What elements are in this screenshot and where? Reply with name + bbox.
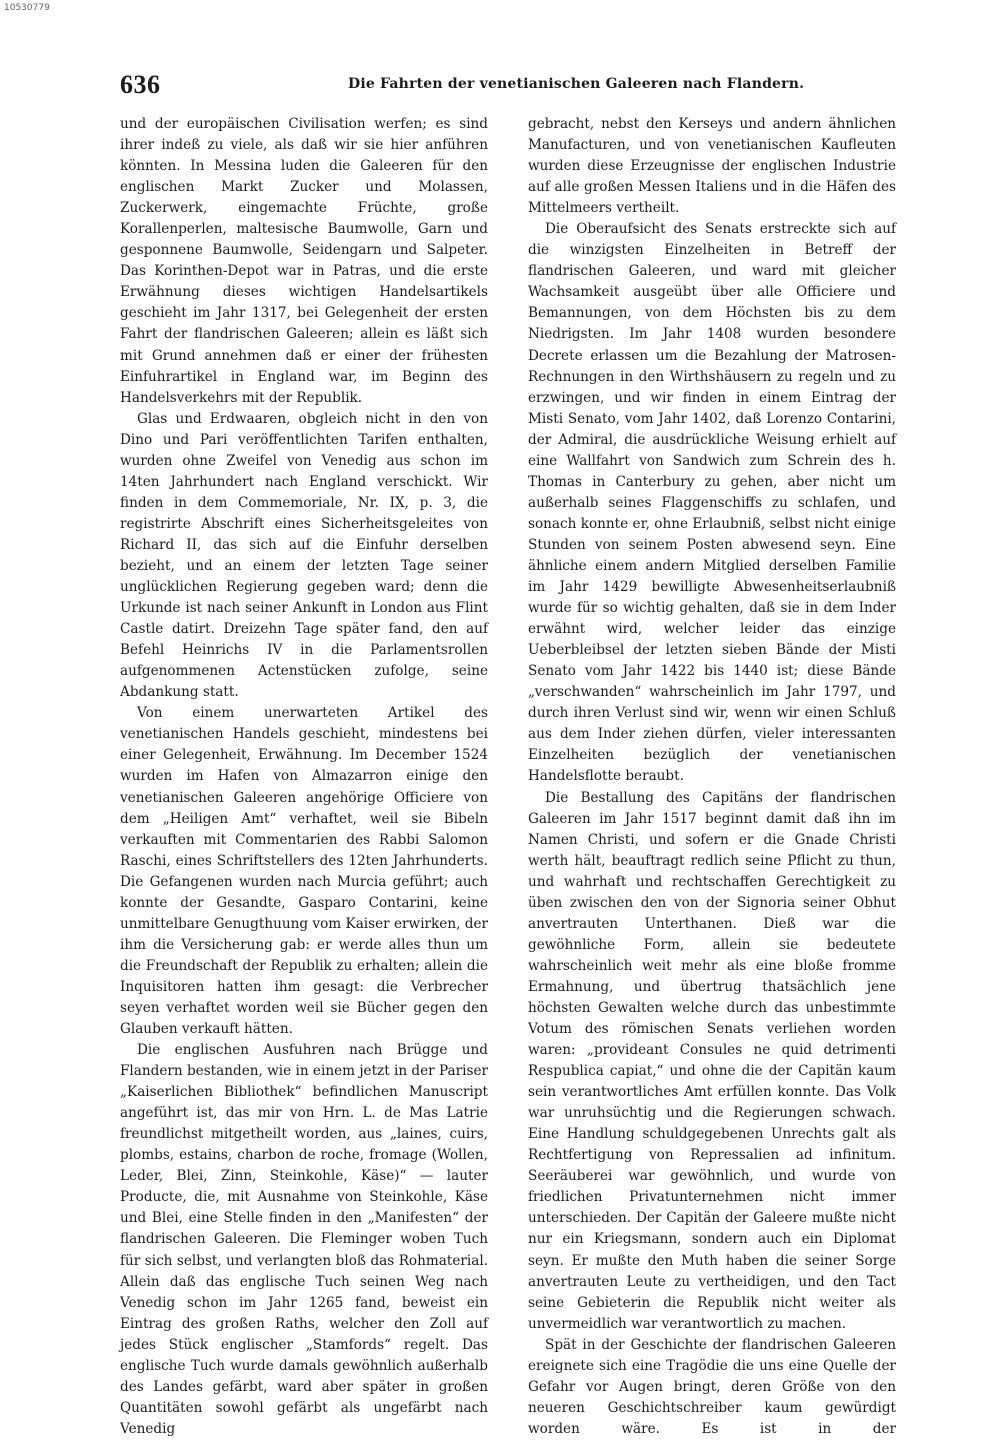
paragraph: Die englischen Ausfuhren nach Brügge und Flandern bestanden, wie in einem jetzt in der Pariser „Kaiserlichen Bibliothek“ befindlichen Manuscript angeführt ist, das mir von Hrn. L. de Mas Latrie freundlichst mitgetheilt worden, aus „laines, cuirs, plombs, estains, charbon de roche, fromage (Wollen, Leder, Blei, Zinn, Steinkohle, Käse)“ — lauter Producte, die, mit Ausnahme von Steinkohle, Käse und Blei, eine Stelle finden in den „Manifesten“ der flandrischen Galeeren. Die Fleminger woben Tuch für sich selbst, und verlangten bloß das Rohmaterial. Allein daß das englische Tuch seinen Weg nach Venedig schon im Jahr 1265 fand, beweist ein Eintrag des großen Raths, welcher den Zoll auf jedes Stück englischer „Stamfords“ regelt. Das englische Tuch wurde damals gewöhnlich außerhalb des Landes gefärbt, ward aber später in großen Quantitäten sowohl gefärbt als ungefärbt nach Venedig xyxy=(120,1042,488,1437)
paragraph: Glas und Erdwaaren, obgleich nicht in den von Dino und Pari veröffentlichten Tarifen enthalten, wurden ohne Zweifel von Venedig aus schon im 14ten Jahrhundert nach England verschickt. Wir finden in dem Commemoriale, Nr. IX, p. 3, die registrirte Abschrift eines Sicherheitsgeleites von Richard II, das sich auf die Einfuhr derselben bezieht, und an einem der letzten Tage seiner unglücklichen Regierung gegeben ward; denn die Urkunde ist nach seiner Ankunft in London aus Flint Castle datirt. Dreizehn Tage später fand, den auf Befehl Heinrichs IV in die Parlamentsrollen aufgenommenen Actenstücken zufolge, seine Abdankung statt. xyxy=(120,410,488,701)
paragraph: Spät in der Geschichte der flandrischen Galeeren ereignete sich eine Tragödie die uns eine Quelle der Gefahr vor Augen bringt, deren Größe von den neueren Geschichtschreiber kaum gewürdigt worden wäre. Es ist in der xyxy=(528,1336,896,1437)
left-column xyxy=(120,114,488,1437)
scan-id: 10530779 xyxy=(4,3,50,13)
paragraph: gebracht, nebst den Kerseys und andern ähnlichen Manufacturen, und von venetianischen Kaufleuten wurden diese Erzeugnisse der englischen Industrie auf alle großen Messen Italiens und in die Häfen des Mittelmeers vertheilt. xyxy=(528,116,896,217)
running-title: Die Fahrten der venetianischen Galeeren nach Flandern. xyxy=(348,76,805,92)
paragraph: Von einem unerwarteten Artikel des venetianischen Handels geschieht, mindestens bei einer Gelegenheit, Erwähnung. Im December 1524 wurden im Hafen von Almazarron einige den venetianischen Galeeren angehörige Officiere von dem „Heiligen Amt“ verhaftet, weil sie Bibeln verkauften mit Commentarien des Rabbi Salomon Raschi, eines Schriftstellers des 12ten Jahrhunderts. Die Gefangenen wurden nach Murcia geführt; auch konnte der Gesandte, Gasparo Contarini, keine unmittelbare Genugthuung vom Kaiser erwirken, der ihm die Versicherung gab: er werde alles thun um die Freundschaft der Republik zu erhalten; allein die Inquisitoren hatten ihm gesagt: die Verbrecher seyen verhaftet worden weil sie Bücher gegen den Glauben verkauft hätten. xyxy=(120,705,488,1038)
paragraph: und der europäischen Civilisation werfen; es sind ihrer indeß zu viele, als daß wir sie hier anführen könnten. In Messina luden die Galeeren für den englischen Markt Zucker und Molassen, Zuckerwerk, eingemachte Früchte, große Korallenperlen, maltesische Baumwolle, Garn und gesponnene Baumwolle, Seidengarn und Salpeter. Das Korinthen-Depot war in Patras, und die erste Erwähnung dieses wichtigen Handelsartikels geschieht im Jahr 1317, bei Gelegenheit der ersten Fahrt der flandrischen Galeeren; allein es läßt sich mit Grund annehmen daß er einer der frühesten Einfuhrartikel in England war, im Beginn des Handelsverkehrs mit der Republik. xyxy=(120,116,488,406)
paragraph: Die Bestallung des Capitäns der flandrischen Galeeren im Jahr 1517 beginnt damit daß ihn im Namen Christi, und sofern er die Gnade Christi werth hält, beauftragt redlich seine Pflicht zu thun, und wahrhaft und rechtschaffen Gerechtigkeit zu üben zwischen den von der Signoria seiner Obhut anvertrauten Unterthanen. Dieß war die gewöhnliche Form, allein sie bedeutete wahrscheinlich weit mehr als eine bloße fromme Ermahnung, und übertrug thatsächlich jene höchsten Gewalten welche durch das unbestimmte Votum des römischen Senats verliehen worden waren: „provideant Consules ne quid detrimenti Respublica capiat,“ und ohne die der Capitän kaum sein verantwortliches Amt erfüllen konnte. Das Volk war unruhsüchtig und die Regierungen schwach. Eine Handlung schuldgegebenen Unrechts galt als Rechtfertigung von Repressalien ad infinitum. Seeräuberei war gewöhnlich, und wurde von friedlichen Privatunternehmen nicht immer unterschieden. Der Capitän der Galeere mußte nicht nur ein Kriegsmann, sondern auch ein Diplomat seyn. Er mußte den Muth haben die seiner Sorge anvertrauten Leute zu vertheidigen, und den Tact seine Gebieterin die Republik nicht weiter als unvermeidlich war verantwortlich zu machen. xyxy=(528,789,896,1332)
page-header xyxy=(120,70,900,106)
page-number: 636 xyxy=(120,70,161,99)
right-column xyxy=(528,114,896,1437)
paragraph: Die Oberaufsicht des Senats erstreckte sich auf die winzigsten Einzelheiten in Betreff der flandrischen Galeeren, und ward mit gleicher Wachsamkeit ausgeübt über alle Officiere und Bemannungen, von dem Höchsten bis zu dem Niedrigsten. Im Jahr 1408 wurden besondere Decrete erlassen um die Bezahlung der Matrosen-Rechnungen in den Wirthshäusern zu regeln und zu erzwingen, und wir finden in einem Eintrag der Misti Senato, vom Jahr 1402, daß Lorenzo Contarini, der Admiral, die ausdrückliche Weisung erhielt auf eine Wallfahrt von Sandwich zum Schrein des h. Thomas in Canterbury zu gehen, aber nicht um außerhalb seines Flaggenschiffs zu schlafen, und sonach konnte er, ohne Erlaubniß, selbst nicht einige Stunden von seinem Posten abwesend seyn. Eine ähnliche einem andern Mitglied derselben Familie im Jahr 1429 bewilligte Abwesenheitserlaubniß wurde für so wichtig gehalten, daß sie in dem Inder erwähnt wird, welcher leider das einzige Ueberbleibsel der letzten sieben Bände der Misti Senato vom Jahr 1422 bis 1440 ist; diese Bände „verschwanden“ wahrscheinlich im Jahr 1797, und durch ihren Verlust sind wir, wenn wir einen Schluß aus dem Inder ziehen dürfen, vieler interessanten Einzelheiten bezüglich der venetianischen Handelsflotte beraubt. xyxy=(528,221,896,785)
